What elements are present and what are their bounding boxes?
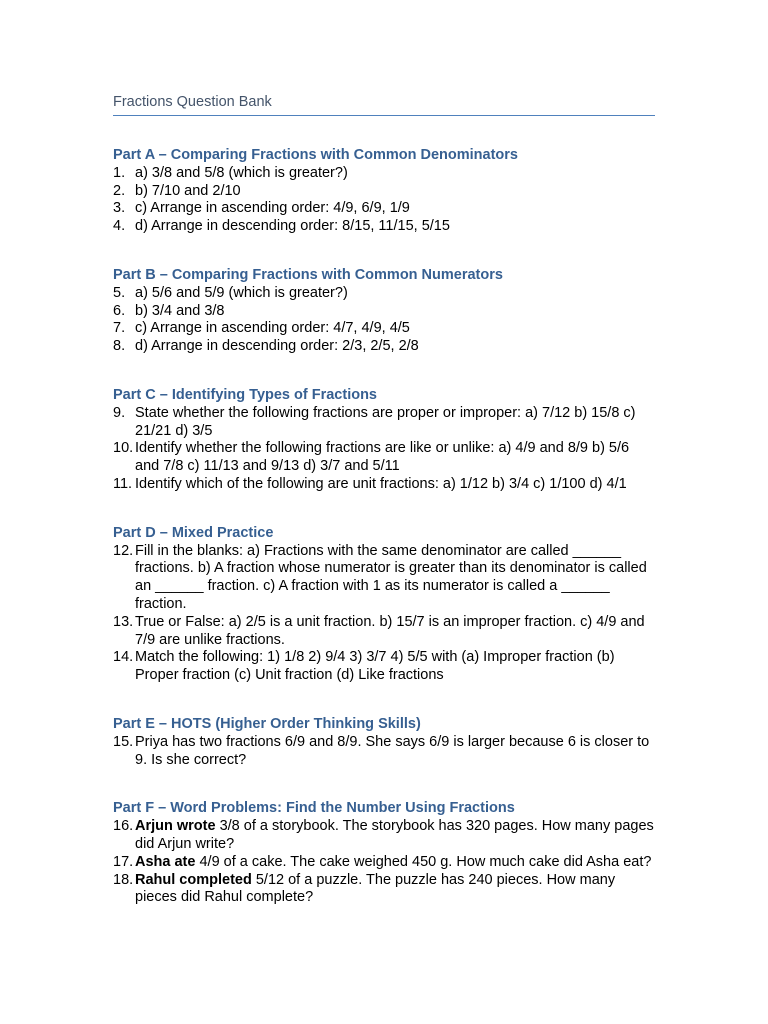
question-item — [113, 338, 655, 356]
question-number: 7. — [113, 320, 126, 337]
question-number: 3. — [113, 200, 126, 217]
question-item — [113, 165, 655, 183]
question-text — [135, 872, 655, 908]
question-text: Identify whether the following fractions are like or unlike: a) 4/9 and 8/9 b) 5/6 and 7/8 c) 11/13 and 9/13 d) 3/7 and 5/11 — [135, 440, 630, 475]
question-subject: Rahul completed — [135, 871, 252, 888]
question-list — [113, 734, 655, 770]
question-item — [113, 200, 655, 218]
question-item — [113, 183, 655, 201]
question-item — [113, 218, 655, 236]
question-number: 15. — [113, 733, 134, 750]
question-text: State whether the following fractions are proper or improper: a) 7/12 b) 15/8 c) 21/21 d) 3/5 — [135, 404, 636, 439]
question-number: 8. — [113, 338, 126, 355]
question-list — [113, 543, 655, 685]
question-subject: Asha ate — [135, 853, 196, 870]
question-text: c) Arrange in ascending order: 4/9, 6/9, 1/9 — [135, 200, 410, 217]
question-text: d) Arrange in descending order: 2/3, 2/5, 2/8 — [135, 338, 419, 355]
question-subject: Arjun wrote — [135, 818, 216, 835]
question-item — [113, 476, 655, 494]
section-heading: Part B – Comparing Fractions with Common Numerators — [113, 266, 503, 283]
question-item — [113, 285, 655, 303]
question-item — [113, 543, 655, 614]
question-list — [113, 165, 655, 236]
question-item — [113, 405, 655, 441]
question-item — [113, 440, 655, 476]
question-text: d) Arrange in descending order: 8/15, 11/15, 5/15 — [135, 218, 450, 235]
document-title: Fractions Question Bank — [113, 93, 655, 116]
section-heading: Part A – Comparing Fractions with Common Denominators — [113, 147, 518, 163]
question-text: a) 3/8 and 5/8 (which is greater?) — [135, 164, 348, 181]
question-text — [135, 818, 655, 854]
question-text: Identify which of the following are unit fractions: a) 1/12 b) 3/4 c) 1/100 d) 4/1 — [135, 475, 627, 492]
question-list — [113, 405, 655, 494]
question-item — [113, 320, 655, 338]
section-part-e — [113, 716, 655, 769]
question-item — [113, 734, 655, 770]
question-text: True or False: a) 2/5 is a unit fraction. b) 15/7 is an improper fraction. c) 4/9 and 7/9 are unlike fractions. — [135, 613, 645, 648]
section-part-b — [113, 267, 655, 356]
question-number: 10. — [113, 440, 134, 457]
question-number: 2. — [113, 182, 126, 199]
question-number: 4. — [113, 218, 126, 235]
section-heading: Part F – Word Problems: Find the Number Using Fractions — [113, 800, 515, 817]
section-part-c — [113, 387, 655, 494]
section-part-a — [113, 147, 655, 236]
question-text — [135, 854, 655, 872]
question-item — [113, 649, 655, 685]
question-number: 14. — [113, 649, 134, 666]
question-item — [113, 614, 655, 650]
question-text: Priya has two fractions 6/9 and 8/9. She says 6/9 is larger because 6 is closer to 9. Is she correct? — [135, 733, 650, 768]
question-text: Fill in the blanks: a) Fractions with the same denominator are called ______ fractions. b) A fraction whose numerator is greater than its denominator is called an ______ fraction. c) A fraction with 1 as its numerator is called a ______ fraction. — [135, 542, 647, 612]
question-number: 18. — [113, 871, 134, 888]
question-text: b) 3/4 and 3/8 — [135, 302, 225, 319]
question-text: a) 5/6 and 5/9 (which is greater?) — [135, 284, 348, 301]
question-text: Match the following: 1) 1/8 2) 9/4 3) 3/7 4) 5/5 with (a) Improper fraction (b) Proper fraction (c) Unit fraction (d) Like fractions — [135, 649, 615, 684]
question-list — [113, 818, 655, 907]
question-number: 13. — [113, 613, 134, 630]
section-heading: Part D – Mixed Practice — [113, 524, 274, 541]
question-number: 12. — [113, 542, 134, 559]
question-text: b) 7/10 and 2/10 — [135, 182, 241, 199]
section-heading: Part C – Identifying Types of Fractions — [113, 386, 377, 403]
question-number: 6. — [113, 302, 126, 319]
section-heading: Part E – HOTS (Higher Order Thinking Skills) — [113, 715, 421, 732]
question-body: 5/12 of a puzzle. The puzzle has 240 pieces. How many pieces did Rahul complete? — [135, 871, 616, 906]
question-item — [113, 854, 655, 872]
question-body: 4/9 of a cake. The cake weighed 450 g. How much cake did Asha eat? — [195, 853, 652, 870]
question-number: 1. — [113, 164, 126, 181]
question-body: 3/8 of a storybook. The storybook has 320 pages. How many pages did Arjun write? — [135, 818, 654, 852]
question-number: 9. — [113, 404, 126, 421]
question-list — [113, 285, 655, 356]
question-item — [113, 818, 655, 854]
section-part-f — [113, 800, 655, 907]
question-number: 17. — [113, 853, 134, 870]
question-text: c) Arrange in ascending order: 4/7, 4/9, 4/5 — [135, 320, 410, 337]
question-number: 5. — [113, 284, 126, 301]
question-item — [113, 303, 655, 321]
document-page — [113, 93, 655, 938]
question-item — [113, 872, 655, 908]
question-number: 11. — [113, 475, 133, 492]
section-part-d — [113, 525, 655, 685]
question-number: 16. — [113, 818, 134, 835]
